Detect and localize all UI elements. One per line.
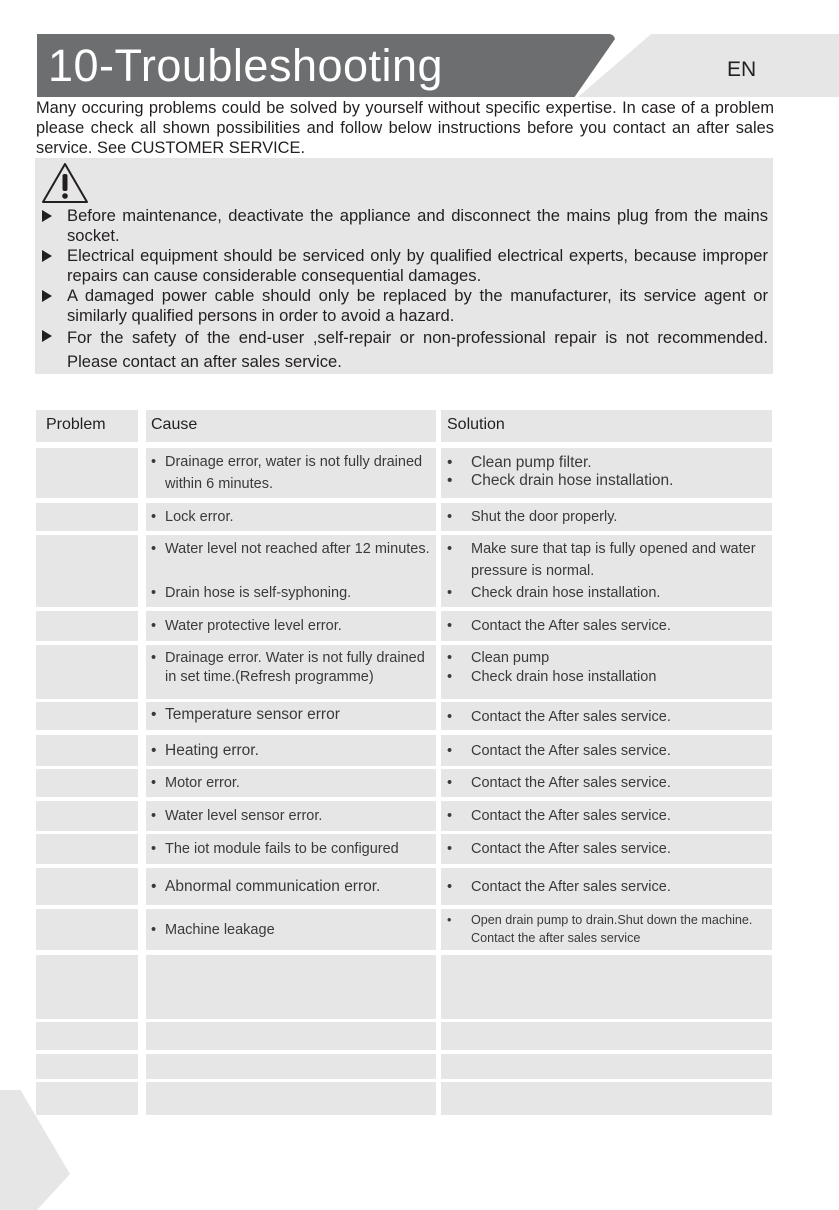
warning-list — [40, 206, 768, 374]
cause-cell — [146, 1054, 436, 1079]
language-label: EN — [727, 58, 757, 81]
solution-cell: • Clean pump filter. • Check drain hose installation. — [441, 448, 772, 498]
cause-cell: • The iot module fails to be configured — [146, 834, 436, 864]
solution-cell: • Make sure that tap is fully opened and water pressure is normal. • Check drain hose installation. — [441, 535, 772, 607]
problem-cell — [36, 834, 138, 864]
intro-paragraph: Many occuring problems could be solved by yourself without specific expertise. In case of a problem please check all shown possibilities and follow below instructions before you contact an after sales service. See CUSTOMER SERVICE. — [36, 99, 774, 157]
cause-cell: • Water protective level error. — [146, 611, 436, 641]
header-cause: Cause — [146, 410, 436, 442]
problem-cell — [36, 503, 138, 531]
solution-cell: • Contact the After sales service. — [441, 735, 772, 766]
solution-cell: • Contact the After sales service. — [441, 801, 772, 831]
bullet-arrow-icon — [42, 210, 52, 222]
solution-cell: • Shut the door properly. — [441, 503, 772, 531]
solution-cell: • Clean pump • Check drain hose installation — [441, 645, 772, 699]
bullet-arrow-icon — [42, 330, 52, 342]
warning-item: A damaged power cable should only be replaced by the manufacturer, its service agent or similarly qualified persons in order to avoid a hazard. — [40, 286, 768, 326]
problem-cell — [36, 1022, 138, 1050]
solution-cell — [441, 955, 772, 1019]
solution-cell — [441, 1022, 772, 1050]
solution-cell: • Contact the After sales service. — [441, 868, 772, 905]
problem-cell — [36, 448, 138, 498]
header-solution: Solution — [441, 410, 772, 442]
language-tab — [578, 34, 839, 97]
warning-item: For the safety of the end-user ,self-repair or non-professional repair is not recommended. Please contact an after sales service. — [40, 326, 768, 374]
cause-cell: • Water level sensor error. — [146, 801, 436, 831]
problem-cell — [36, 1082, 138, 1115]
cause-cell: • Heating error. — [146, 735, 436, 766]
solution-cell: • Contact the After sales service. — [441, 834, 772, 864]
cause-cell: • Water level not reached after 12 minutes. • Drain hose is self-syphoning. — [146, 535, 436, 607]
bullet-arrow-icon — [42, 290, 52, 302]
page-title: 10-Troubleshooting — [48, 40, 444, 91]
problem-cell — [36, 769, 138, 797]
warning-item: Before maintenance, deactivate the appliance and disconnect the mains plug from the mains socket. — [40, 206, 768, 246]
cause-cell: • Drainage error. Water is not fully drained in set time.(Refresh programme) — [146, 645, 436, 699]
cause-cell: • Abnormal communication error. — [146, 868, 436, 905]
solution-cell: • Contact the After sales service. — [441, 769, 772, 797]
header-problem: Problem — [36, 410, 138, 442]
problem-cell — [36, 955, 138, 1019]
cause-cell: • Temperature sensor error — [146, 702, 436, 730]
solution-cell — [441, 1082, 772, 1115]
warning-triangle-icon — [40, 161, 90, 205]
warning-item: Electrical equipment should be serviced only by qualified electrical experts, because improper repairs can cause considerable consequential damages. — [40, 246, 768, 286]
problem-cell — [36, 645, 138, 699]
problem-cell — [36, 909, 138, 950]
problem-cell — [36, 535, 138, 607]
cause-cell: • Lock error. — [146, 503, 436, 531]
problem-cell — [36, 611, 138, 641]
bullet-arrow-icon — [42, 250, 52, 262]
problem-cell — [36, 735, 138, 766]
problem-cell — [36, 1054, 138, 1079]
solution-cell: • Open drain pump to drain.Shut down the machine. Contact the after sales service — [441, 909, 772, 950]
solution-cell: • Contact the After sales service. — [441, 611, 772, 641]
solution-cell: • Contact the After sales service. — [441, 702, 772, 730]
problem-cell — [36, 702, 138, 730]
problem-cell — [36, 868, 138, 905]
cause-cell — [146, 1022, 436, 1050]
cause-cell: • Motor error. — [146, 769, 436, 797]
cause-cell — [146, 1082, 436, 1115]
cause-cell — [146, 955, 436, 1019]
problem-cell — [36, 801, 138, 831]
solution-cell — [441, 1054, 772, 1079]
cause-cell: • Machine leakage — [146, 909, 436, 950]
cause-cell: • Drainage error, water is not fully drained within 6 minutes. — [146, 448, 436, 498]
